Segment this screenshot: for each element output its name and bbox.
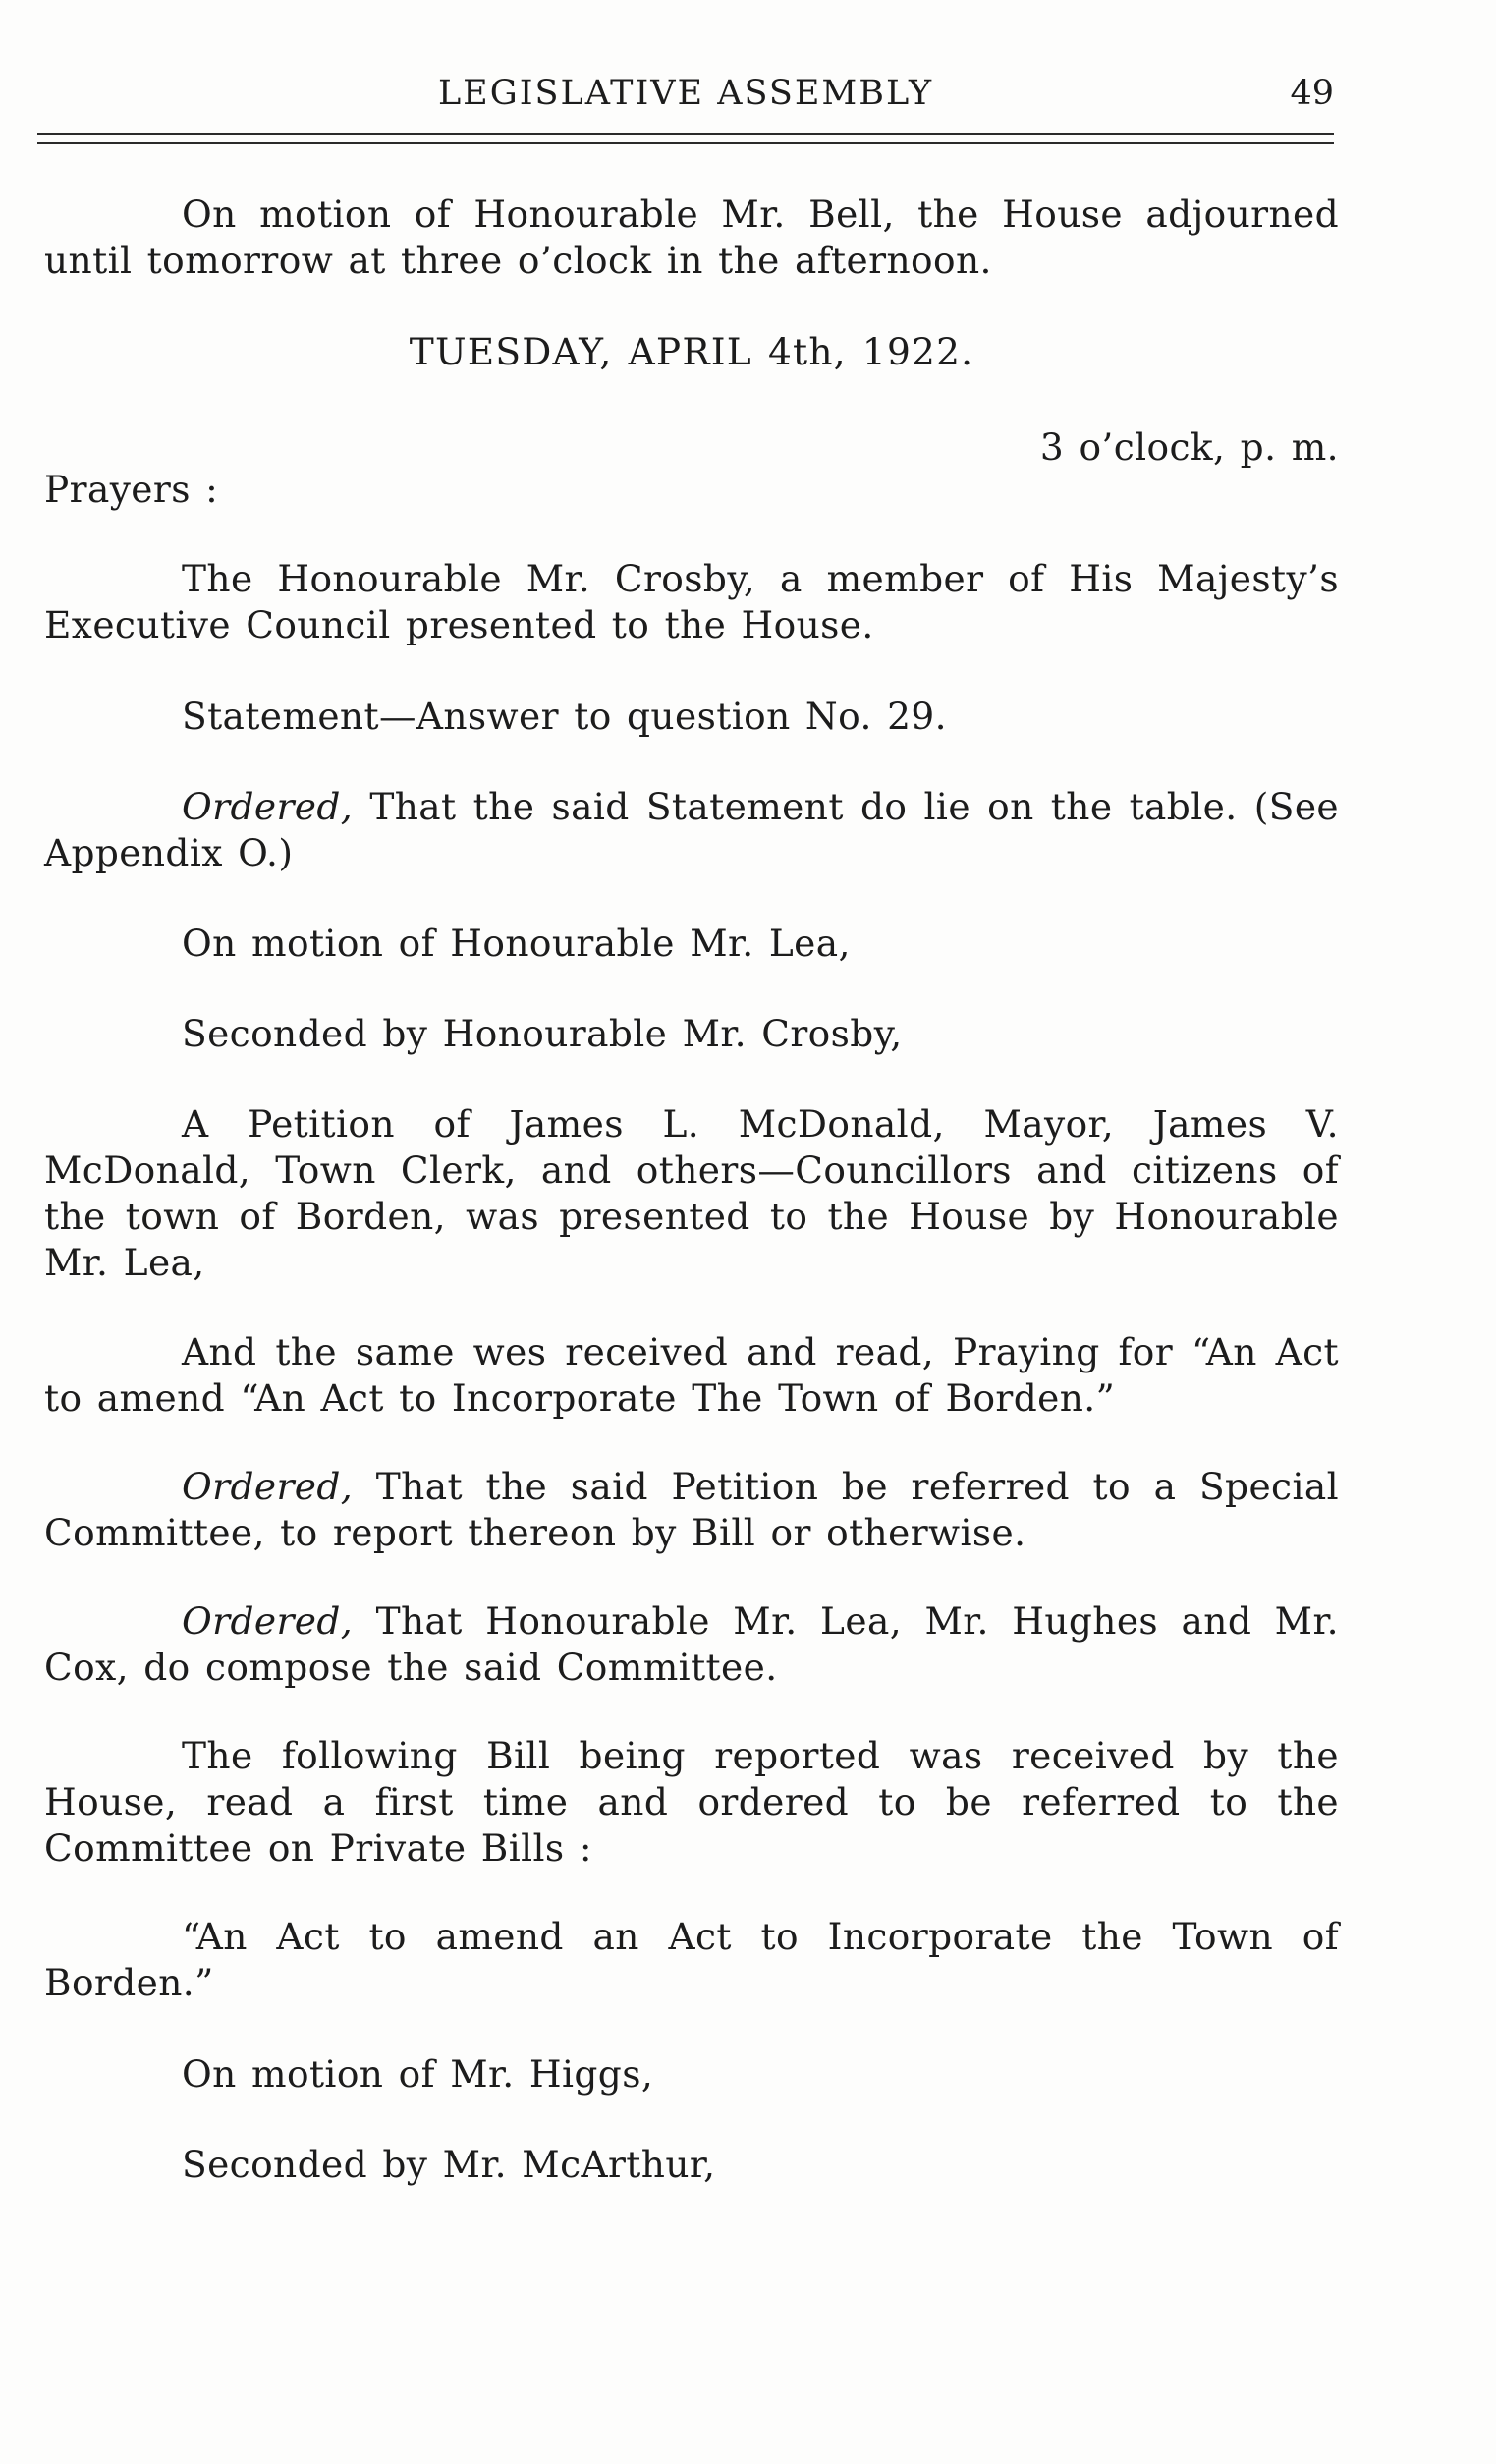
prayers-line xyxy=(44,467,1339,513)
paragraph-text: A Petition of James L. McDonald, Mayor, James V. McDonald, Town Clerk, and others—Councillors and citizens of the town of Borden, was presented to the House by Honourable Mr. Lea, xyxy=(44,1102,1339,1284)
paragraph-text: “An Act to amend an Act to Incorporate the Town of Borden.” xyxy=(44,1915,1339,2004)
paragraph-text: Seconded by Honourable Mr. Crosby, xyxy=(182,1012,903,1055)
page-number: 49 xyxy=(1290,74,1334,113)
paragraph-received xyxy=(44,1329,1339,1422)
paragraph-seconded-mcarthur xyxy=(44,2142,1339,2188)
paragraph-petition xyxy=(44,1101,1339,1286)
paragraph-text: Seconded by Mr. McArthur, xyxy=(182,2143,716,2186)
paragraph-text: On motion of Honourable Mr. Bell, the House adjourned until tomorrow at three o’clock in the afternoon. xyxy=(44,193,1339,282)
paragraph-motion-higgs xyxy=(44,2051,1339,2098)
ordered-word: Ordered, xyxy=(182,1599,354,1643)
header-rule-top xyxy=(37,133,1334,135)
prayers-text: Prayers : xyxy=(44,468,219,511)
paragraph-text: The Honourable Mr. Crosby, a member of His Majesty’s Executive Council presented to the House. xyxy=(44,557,1339,646)
time-text: 3 o’clock, p. m. xyxy=(1039,425,1339,469)
running-title: LEGISLATIVE ASSEMBLY xyxy=(437,74,934,113)
paragraph-text: And the same wes received and read, Praying for “An Act to amend “An Act to Incorporate The Town of Borden.” xyxy=(44,1330,1339,1420)
ordered-word: Ordered, xyxy=(182,1465,354,1508)
paragraph-text: On motion of Mr. Higgs, xyxy=(182,2052,654,2096)
paragraph-statement xyxy=(44,694,1339,740)
paragraph-motion-lea xyxy=(44,921,1339,967)
date-text: TUESDAY, APRIL 4th, 1922. xyxy=(409,330,974,373)
paragraph-text: That Honourable Mr. Lea, Mr. Hughes and Mr. Cox, do compose the said Committee. xyxy=(44,1599,1339,1689)
running-head xyxy=(37,69,1334,118)
paragraph-text: The following Bill being reported was received by the House, read a first time and ordered to be referred to the Committee on Private Bills : xyxy=(44,1734,1339,1870)
paragraph-adjournment xyxy=(44,192,1339,284)
paragraph-text: That the said Statement do lie on the table. (See Appendix O.) xyxy=(44,785,1340,874)
ordered-word: Ordered, xyxy=(182,785,354,828)
paragraph-ordered-committee xyxy=(44,1598,1339,1691)
paragraph-seconded-crosby xyxy=(44,1011,1339,1057)
paragraph-ordered-statement xyxy=(44,784,1339,876)
paragraph-bill-title xyxy=(44,1914,1339,2006)
time-line xyxy=(44,424,1339,471)
paragraph-text: That the said Petition be referred to a Special Committee, to report thereon by Bill or otherwise. xyxy=(44,1465,1339,1554)
paragraph-text: Statement—Answer to question No. 29. xyxy=(182,695,947,738)
paragraph-bill-reported xyxy=(44,1733,1339,1872)
header-rule-bottom xyxy=(37,142,1334,144)
date-heading xyxy=(44,329,1339,375)
paragraph-text: On motion of Honourable Mr. Lea, xyxy=(182,922,851,965)
paragraph-ordered-petition xyxy=(44,1464,1339,1556)
paragraph-crosby xyxy=(44,556,1339,648)
